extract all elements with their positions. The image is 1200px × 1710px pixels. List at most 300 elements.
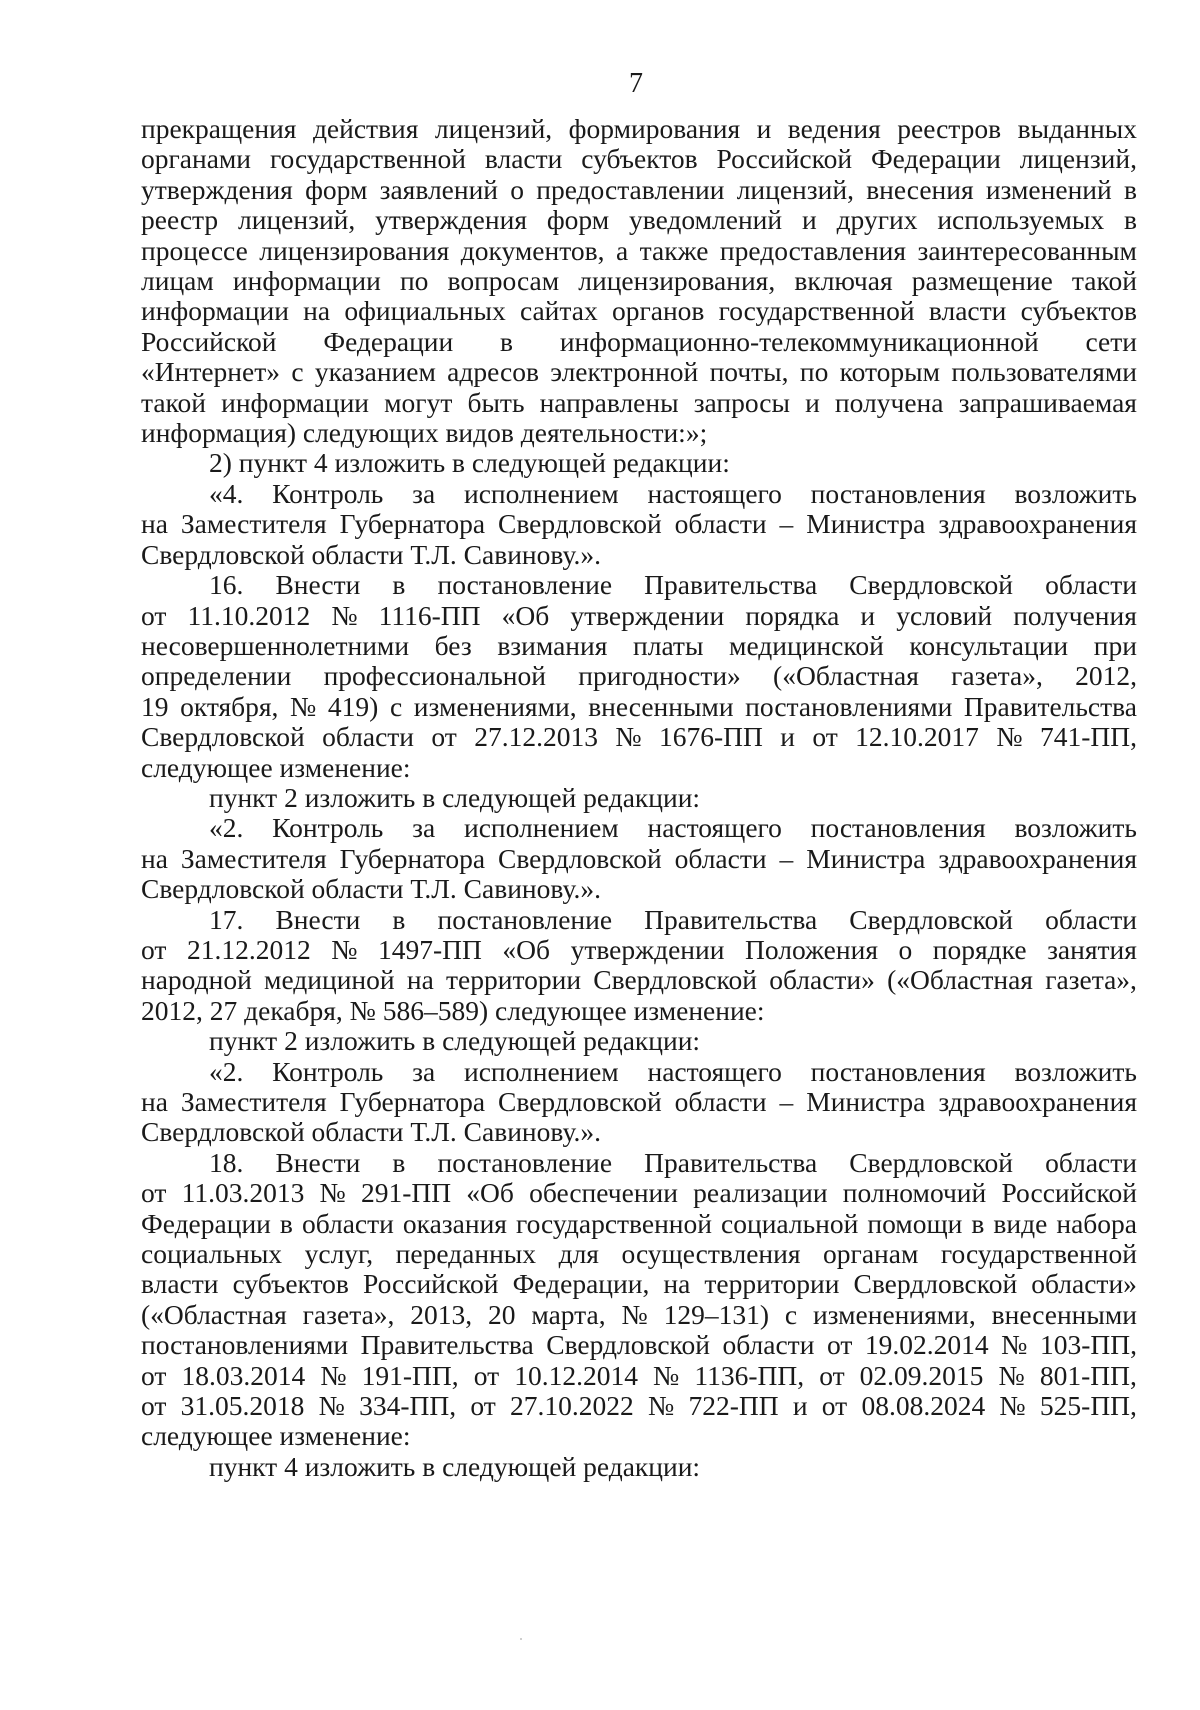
word: Министра [806, 1086, 926, 1117]
word: на [141, 842, 168, 874]
word: Правительства [644, 569, 818, 601]
word: от [141, 933, 167, 965]
text-line [141, 296, 1137, 326]
word: области [674, 842, 767, 874]
word: 31.05.2018 [180, 1390, 305, 1422]
word: № [290, 690, 317, 722]
word: Внести [275, 903, 361, 935]
word: постановления [810, 1055, 986, 1087]
text-line [141, 813, 1137, 843]
word: 17. [209, 903, 244, 935]
text-line [141, 601, 1137, 631]
word: газета», [302, 1298, 395, 1330]
word: Свердловской [498, 842, 662, 874]
word: в [500, 325, 514, 357]
word: при [1093, 629, 1137, 661]
word: субъектов [1020, 295, 1137, 327]
text-line: Свердловской области Т.Л. Савинову.». [141, 873, 601, 905]
word: постановление [437, 903, 613, 935]
word: постановлениями [141, 1329, 349, 1361]
word: № [331, 599, 358, 631]
word: форм [546, 204, 610, 236]
word: документов, [460, 234, 605, 266]
word: заявлений [379, 173, 499, 205]
word: социальных [141, 1238, 283, 1270]
text-line: Свердловской области Т.Л. Савинову.». [141, 538, 601, 570]
word: постановление [437, 1146, 613, 1178]
word: быть [467, 386, 525, 418]
word: реализации [693, 1177, 828, 1209]
word: Правительства [963, 690, 1137, 722]
word: здравоохранения [938, 842, 1137, 874]
word: без [434, 629, 472, 661]
word: порядка [745, 599, 840, 631]
word: переданных [395, 1238, 537, 1270]
word: Контроль [272, 477, 384, 509]
word: на [406, 964, 434, 996]
word: на [141, 508, 168, 540]
word: за [412, 477, 436, 509]
word: медициной [264, 964, 395, 996]
word: 741-ПП, [1039, 721, 1137, 753]
word: в [1123, 204, 1137, 236]
word: 1116-ПП [378, 599, 481, 631]
word: 27.10.2022 [510, 1390, 634, 1422]
text-line [141, 236, 1137, 266]
word: от [826, 1329, 853, 1361]
word: Свердловской [849, 903, 1013, 935]
word: услуг, [304, 1238, 374, 1270]
word: 11.03.2013 [181, 1177, 305, 1209]
word: постановление [437, 569, 613, 601]
word: консультации [909, 629, 1069, 661]
word: 18.03.2014 [181, 1359, 306, 1391]
word: № [996, 721, 1023, 753]
word: такой [141, 386, 206, 418]
text-line [141, 965, 1137, 995]
word: в [392, 1146, 406, 1178]
word: «Об [501, 599, 550, 631]
word: настоящего [647, 812, 782, 844]
word: с [291, 356, 304, 388]
word: от [141, 599, 167, 631]
text-line [141, 692, 1137, 722]
word: области [1045, 903, 1137, 935]
word: лицензий, [238, 204, 356, 236]
word: лицензий, [434, 113, 553, 144]
word: в [392, 903, 406, 935]
word: почты, [709, 356, 789, 388]
word: с [389, 690, 403, 722]
text-line [141, 388, 1137, 418]
word: о [510, 173, 525, 205]
word: 21.12.2012 [186, 933, 311, 965]
word: («Областная [773, 660, 919, 692]
word: области [301, 1207, 394, 1239]
word: внесенными [588, 690, 734, 722]
word: возложить [1014, 1055, 1137, 1087]
word: постановлениями [745, 690, 953, 722]
text-line: пункт 2 изложить в следующей редакции: [209, 781, 701, 813]
word: от [141, 1359, 167, 1391]
word: 722-ПП [688, 1390, 779, 1422]
word: включая [794, 265, 893, 297]
word: информации [141, 295, 289, 327]
word: несовершеннолетними [141, 629, 410, 661]
word: «Интернет» [141, 356, 280, 388]
word: Федерации, [512, 1268, 650, 1300]
word: оказания [402, 1207, 507, 1239]
word: обеспечении [529, 1177, 678, 1209]
word: лицензий, [736, 173, 854, 205]
word: изменений [985, 173, 1112, 205]
word: а [615, 234, 629, 266]
text-line: 2012, 27 декабря, № 586–589) следующее изменение: [141, 994, 765, 1026]
text-line [141, 266, 1137, 296]
word: по [799, 356, 829, 388]
word: которым [839, 356, 941, 388]
word: органами [141, 143, 252, 175]
word: Губернатора [339, 508, 486, 540]
word: Заместителя [180, 508, 327, 540]
word: «Об [466, 1177, 514, 1209]
word: реестр [141, 204, 219, 236]
word: («Областная [141, 1298, 287, 1330]
word: Внести [275, 1146, 361, 1178]
word: по [399, 265, 429, 297]
word: платы [633, 629, 704, 661]
word: форм [305, 173, 368, 205]
word: в [392, 569, 406, 601]
word: 20 [488, 1298, 516, 1330]
word: информации [221, 386, 370, 418]
word: Свердловской [849, 569, 1013, 601]
word: профессиональной [323, 660, 546, 692]
word: получения [1013, 599, 1137, 631]
word: о [898, 933, 913, 965]
word: территории [704, 1268, 840, 1300]
word: Свердловской [141, 721, 305, 753]
word: 525-ПП, [1039, 1390, 1137, 1422]
word: октября, [180, 690, 279, 722]
word: Российской [1001, 1177, 1137, 1209]
word: информации [232, 265, 381, 297]
word: от [141, 1390, 167, 1422]
word: Свердловской [849, 1146, 1013, 1178]
word: от [141, 1177, 167, 1209]
word: территории [446, 964, 582, 996]
word: № [319, 1177, 346, 1209]
word: № [999, 1390, 1026, 1422]
word: Заместителя [180, 1086, 327, 1117]
word: – [779, 842, 794, 874]
text-line [141, 357, 1137, 387]
word: получена [834, 386, 944, 418]
text-line: следующее изменение: [141, 1420, 411, 1452]
word: за [412, 1055, 436, 1087]
word: и [805, 386, 820, 418]
word: направлены [539, 386, 679, 418]
word: такой [1071, 265, 1137, 297]
text-line: информация) следующих видов деятельности:»; [141, 417, 708, 449]
word: области» [769, 964, 875, 996]
word: с [784, 1298, 798, 1330]
text-line: пункт 4 изложить в следующей редакции: [209, 1450, 701, 1482]
word: изменениями, [812, 1298, 976, 1330]
word: заинтересованным [917, 234, 1137, 266]
word: изменениями, [413, 690, 577, 722]
word: в [279, 1207, 293, 1239]
word: от [821, 1390, 848, 1422]
word: Внести [275, 569, 361, 601]
word: Федерации [870, 143, 1001, 175]
word: 191-ПП, [361, 1359, 459, 1391]
word: 1497-ПП [378, 933, 482, 965]
word: 2013, [410, 1298, 473, 1330]
word: Российской [716, 143, 853, 175]
word: запрашиваемая [958, 386, 1137, 418]
text-line [141, 1057, 1137, 1087]
word: «2. [209, 812, 244, 844]
text-line [141, 722, 1137, 752]
word: № [1001, 1329, 1028, 1361]
word: здравоохранения [938, 508, 1137, 540]
word: от [470, 1390, 496, 1422]
word: органам [823, 1238, 919, 1270]
word: утверждения [375, 204, 527, 236]
word: 16. [209, 569, 244, 601]
word: области [722, 1329, 815, 1361]
word: исполнением [464, 812, 619, 844]
text-line [141, 114, 1137, 144]
word: занятия [1047, 933, 1137, 965]
word: виде [993, 1207, 1048, 1239]
word: в [971, 1207, 985, 1239]
word: для [558, 1238, 599, 1270]
word: вопросам [447, 265, 560, 297]
word: реестров [897, 113, 1002, 144]
word: «2. [209, 1055, 244, 1087]
word: области [1045, 569, 1137, 601]
text-line [141, 905, 1137, 935]
word: 11.10.2012 [187, 599, 311, 631]
word: 19 [141, 690, 169, 722]
word: предоставления [719, 234, 907, 266]
word: «Об [502, 933, 551, 965]
word: и [801, 204, 817, 236]
word: марта, [531, 1298, 606, 1330]
word: ведения [787, 113, 881, 144]
word: газета», [1045, 964, 1137, 996]
text-line [141, 1269, 1137, 1299]
text-line [141, 205, 1137, 235]
word: также [639, 234, 709, 266]
word: могут [384, 386, 453, 418]
word: Правительства [360, 1329, 534, 1361]
text-line [141, 844, 1137, 874]
text-line: следующее изменение: [141, 751, 411, 783]
word: органов [611, 295, 705, 327]
word: 1136-ПП, [694, 1359, 805, 1391]
word: Федерации [141, 1207, 271, 1239]
word: Положения [745, 933, 878, 965]
word: на [303, 295, 331, 327]
word: постановления [810, 812, 986, 844]
word: Губернатора [339, 842, 486, 874]
word: власти [141, 1268, 219, 1300]
page-number: 7 [629, 68, 643, 99]
word: набора [1056, 1207, 1137, 1239]
word: за [412, 812, 436, 844]
word: на [141, 1086, 168, 1117]
word: осуществления [621, 1238, 801, 1270]
word: электронной [550, 356, 699, 388]
word: № [320, 1359, 347, 1391]
word: сайтах [519, 295, 598, 327]
word: Федерации [323, 325, 454, 357]
word: «4. [209, 477, 244, 509]
word: № [653, 1359, 680, 1391]
word: утверждении [570, 599, 725, 631]
word: 2012, [1075, 660, 1137, 692]
word: и [860, 599, 876, 631]
word: взимания [497, 629, 608, 661]
word: государственной [269, 143, 466, 175]
word: постановления [810, 477, 986, 509]
word: утверждения [141, 173, 293, 205]
word: Контроль [272, 1055, 384, 1087]
word: прекращения [141, 113, 297, 144]
word: области [1045, 1146, 1137, 1178]
word: и [780, 721, 795, 753]
word: настоящего [647, 477, 782, 509]
word: государственной [516, 1207, 712, 1239]
text-line [141, 1330, 1137, 1360]
word: Министра [806, 842, 926, 874]
word: уведомлений [629, 204, 783, 236]
word: лицам [141, 265, 214, 297]
word: 801-ПП, [1039, 1359, 1137, 1391]
word: 10.12.2014 [514, 1359, 638, 1391]
text-line [141, 1209, 1137, 1239]
word: № [615, 721, 642, 753]
word: субъектов [232, 1268, 349, 1300]
word: № [998, 1359, 1025, 1391]
word: пригодности» [578, 660, 741, 692]
text-line [141, 144, 1137, 174]
word: процессе [141, 234, 248, 266]
word: области [322, 721, 415, 753]
word: от [812, 721, 838, 753]
word: выданных [1017, 113, 1137, 144]
word: формирования [568, 113, 741, 144]
text-line [141, 479, 1137, 509]
word: предоставлении [536, 173, 725, 205]
word: 02.09.2015 [859, 1359, 984, 1391]
word: и [756, 113, 772, 144]
text-line [141, 1178, 1137, 1208]
word: информационно-телекоммуникационной [559, 325, 1039, 357]
word: № [647, 1390, 675, 1422]
word: государственной [940, 1238, 1137, 1270]
word: настоящего [647, 1055, 782, 1087]
word: Свердловской [853, 1268, 1018, 1300]
word: исполнением [464, 477, 619, 509]
word: субъектов [581, 143, 698, 175]
word: Губернатора [339, 1086, 486, 1117]
word: порядке [932, 933, 1027, 965]
word: запросы [693, 386, 790, 418]
word: используемых [937, 204, 1105, 236]
word: пользователями [951, 356, 1137, 388]
word: здравоохранения [938, 1086, 1137, 1117]
word: в [1123, 173, 1137, 205]
word: 419) [327, 690, 379, 722]
word: – [779, 1086, 794, 1117]
text-line [141, 1361, 1137, 1391]
text-line [141, 1300, 1137, 1330]
word: от [473, 1359, 500, 1391]
text-line [141, 175, 1137, 205]
word: Свердловской [593, 964, 757, 996]
word: официальных [344, 295, 506, 327]
word: № [331, 933, 358, 965]
word: помощи [867, 1207, 963, 1239]
word: Правительства [644, 903, 818, 935]
word: сети [1085, 325, 1137, 357]
word: действия [312, 113, 419, 144]
word: от [819, 1359, 845, 1391]
text-line [141, 935, 1137, 965]
text-line [141, 327, 1137, 357]
text-line [141, 631, 1137, 661]
word: условий [896, 599, 993, 631]
word: внесения [866, 173, 974, 205]
scan-artifact [520, 1638, 522, 1640]
text-line: пункт 2 изложить в следующей редакции: [209, 1025, 701, 1057]
word: полномочий [842, 1177, 987, 1209]
word: Заместителя [180, 842, 327, 874]
word: 27.12.2013 [474, 721, 598, 753]
word: 08.08.2024 [861, 1390, 986, 1422]
text-line [141, 1391, 1137, 1421]
word: № [621, 1298, 648, 1330]
word: социальной [721, 1207, 859, 1239]
word: других [836, 204, 918, 236]
word: народной [141, 964, 252, 996]
word: указанием [314, 356, 436, 388]
word: 1676-ПП [658, 721, 763, 753]
word: определении [141, 660, 292, 692]
text-line: 2) пункт 4 изложить в следующей редакции: [209, 447, 730, 479]
word: внесенными [991, 1298, 1137, 1330]
word: и [792, 1390, 808, 1422]
word: («Областная [887, 964, 1033, 996]
word: размещение [911, 265, 1053, 297]
document-body [141, 114, 1137, 1482]
word: медицинской [729, 629, 884, 661]
text-line [141, 1239, 1137, 1269]
word: власти [928, 295, 1007, 327]
word: Российской [141, 325, 277, 357]
text-line [141, 1148, 1137, 1178]
word: Контроль [272, 812, 384, 844]
text-line [141, 1087, 1137, 1117]
word: 334-ПП, [359, 1390, 457, 1422]
word: 12.10.2017 [855, 721, 979, 753]
word: возложить [1014, 812, 1137, 844]
word: – [779, 508, 794, 540]
